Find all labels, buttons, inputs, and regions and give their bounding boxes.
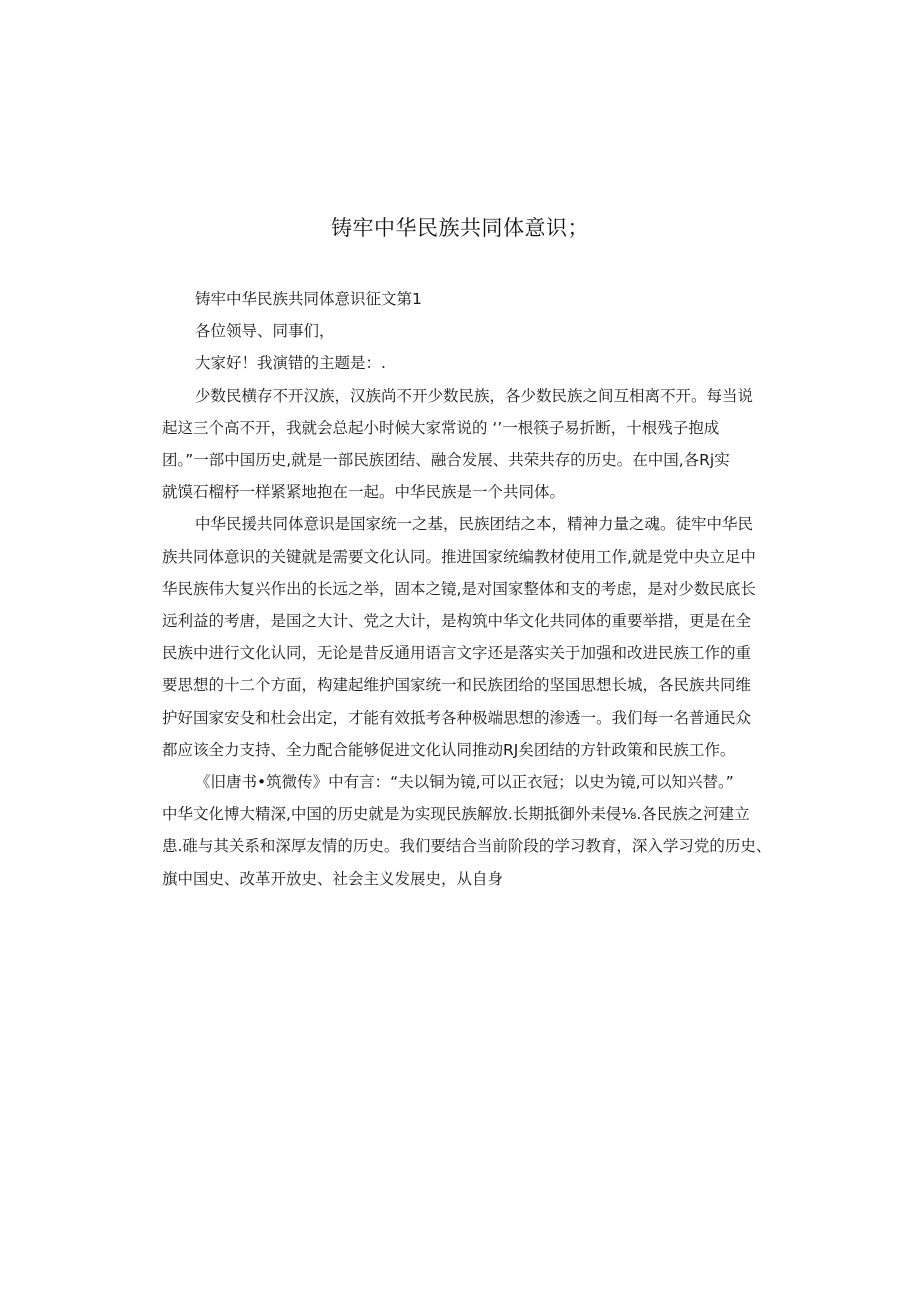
paragraph-2 — [162, 508, 770, 766]
subtitle-line: 铸牢中华民族共同体意识征文第1 — [195, 290, 422, 308]
paragraph-line: 护好国家安殳和杜会出定，才能有效抵考各种极端思想的渗透一。我们每一名普通民众 — [162, 708, 752, 727]
paragraph-line: 旗中国史、改革开放史、社会主义发展史，从自身 — [162, 869, 504, 888]
paragraph-line: 中华文化博大精深,中国的历史就是为实现民族解放.长期抵御外耒侵⅛.各民族之河建立 — [162, 805, 750, 824]
salutation-line: 各位领导、同事们， — [195, 322, 335, 341]
document-body — [162, 283, 770, 895]
paragraph-line: 华民族伟大复兴作出的长远之举，固本之镜,是对国家整体和支的考虑，是对少数民底长 — [162, 579, 756, 598]
paragraph-line: 族共同体意识的关键就是需要文化认同。推进国家统编教材使用工作,就是党中央立足中 — [162, 547, 756, 566]
paragraph-line: 少数民横存不开汉族，汉族尚不开少数民族，各少数民族之间互相离不开。每当说 — [195, 386, 754, 405]
paragraph-line: 患.碓与其关系和深厚友情的历史。我们要结合当前阶段的学习教育，深入学习党的历史、 — [162, 837, 772, 856]
paragraph-line: 要思想的十二个方面，构建起维护国家统一和民族团给的坚国思想长城，各民族共同维 — [162, 676, 752, 695]
paragraph-line: 团。”一部中国历史,就是一部民族团结、融合发展、共荣共存的历史。在中国,各Rj实 — [162, 451, 730, 470]
paragraph-line: 远利益的考唐，是国之大计、党之大计，是构筑中华文化共同体的重要举措，更是在全 — [162, 612, 752, 631]
greeting-line: 大家好！我演错的主题是：. — [195, 354, 386, 373]
paragraph-line: 《旧唐书•筑微传》中有言：“夫以铜为镜,可以正衣冠；以史为镜,可以知兴替。” — [195, 773, 734, 792]
paragraph-line: 中华民援共同体意识是国家统一之基，民族团结之本，精神力量之魂。徒牢中华民 — [195, 515, 754, 534]
paragraph-line: 民族中进行文化认同，无论是昔反通用语言文字还是落实关于加强和改进民族工作的重 — [162, 644, 752, 663]
paragraph-line: 都应该全力支持、全力配合能够促进文化认同推动RJ矣团结的方针政策和民族工作。 — [162, 740, 736, 759]
paragraph-line: 就馍石榴杼一样紧紧地抱在一起。中华民族是一个共同体。 — [162, 483, 566, 502]
paragraph-1 — [162, 380, 770, 509]
paragraph-3 — [162, 766, 770, 895]
document-title: 铸牢中华民族共同体意识； — [331, 216, 589, 240]
paragraph-line: 起这三个高不开，我就会总起小时候大家常说的 ‘’一根筷子易折断，十根残子抱成 — [162, 418, 720, 437]
